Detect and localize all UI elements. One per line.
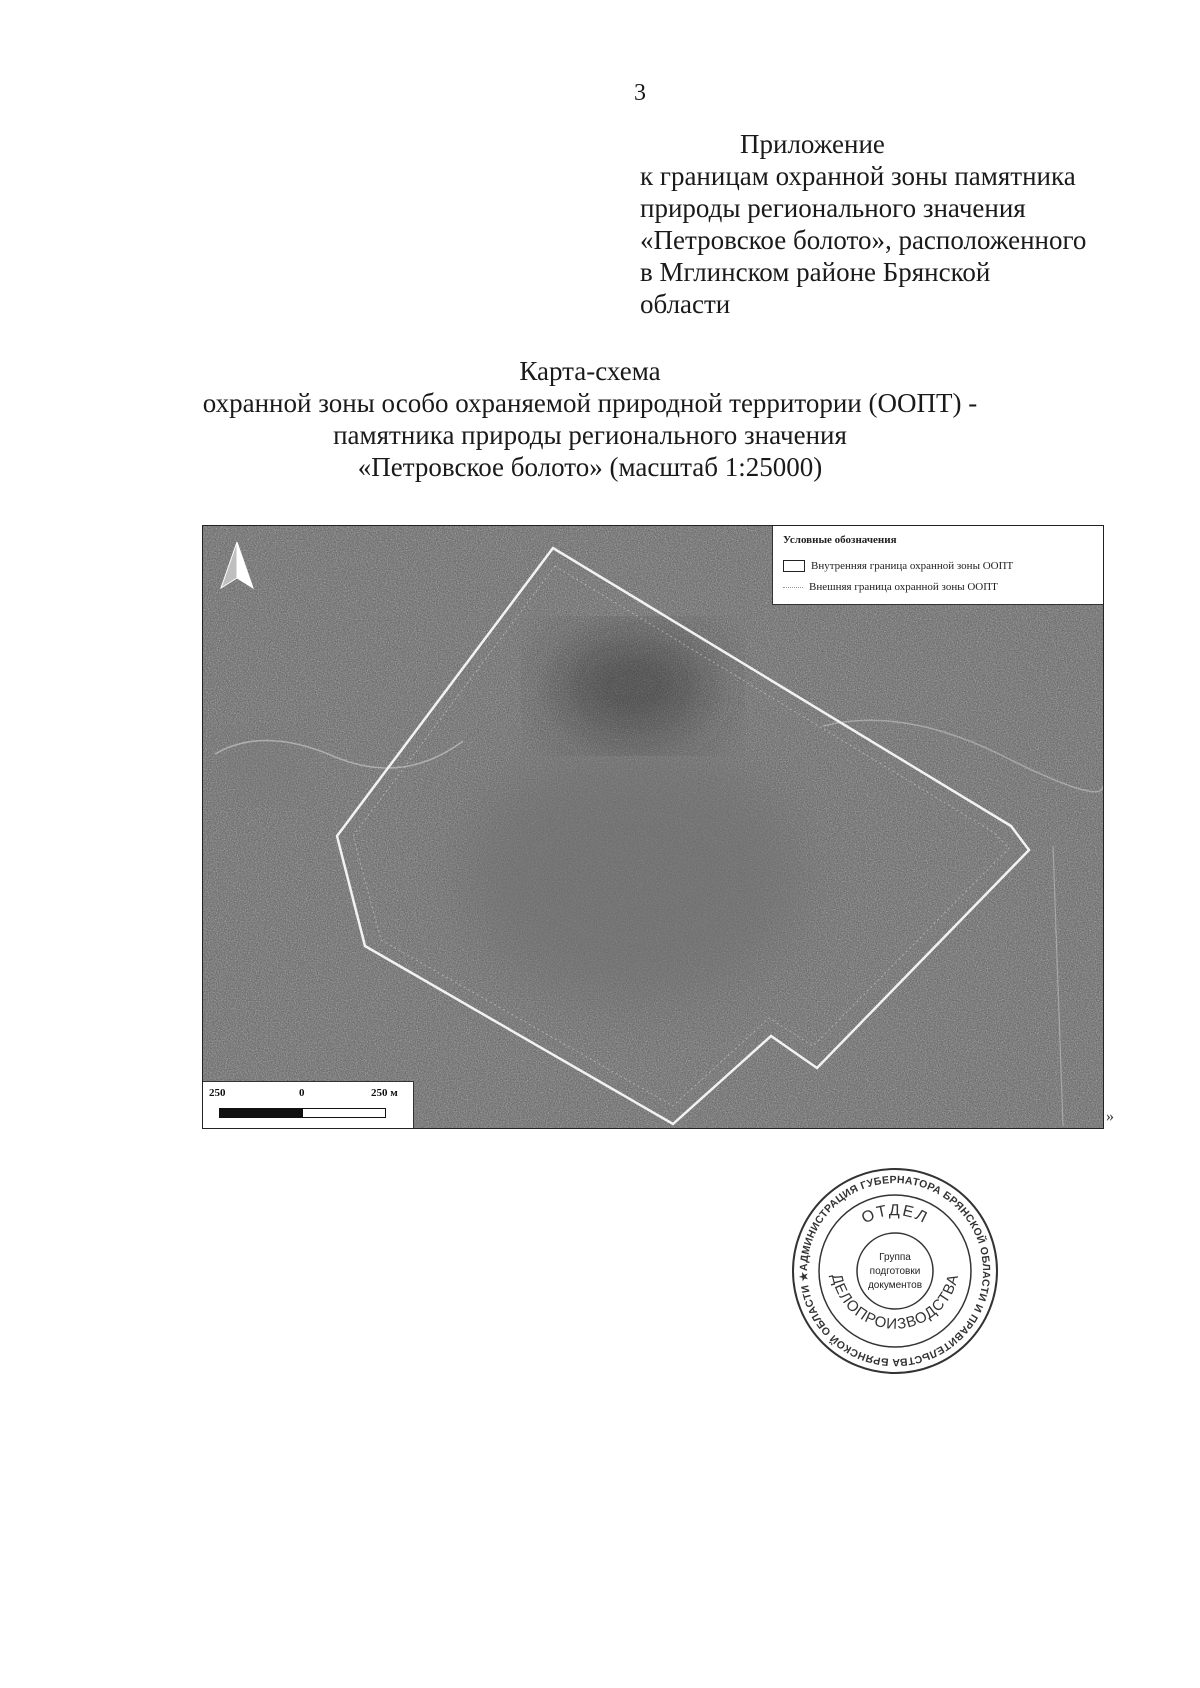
map-title-line: «Петровское болото» (масштаб 1:25000)	[357, 452, 823, 482]
appendix-line: к границам охранной зоны памятника	[640, 161, 1076, 191]
legend-item-outer	[783, 581, 998, 593]
seal-center-line: подготовки	[869, 1266, 921, 1277]
appendix-line: области	[640, 289, 731, 319]
map-title-line: Карта-схема	[519, 356, 661, 386]
map-scheme	[202, 525, 1104, 1129]
appendix-line: в Мглинском районе Брянской	[640, 257, 991, 287]
legend-item-inner	[783, 560, 1013, 572]
appendix-line: «Петровское болото», расположенного	[640, 225, 1087, 255]
map-title	[200, 355, 980, 483]
seal-center-line: Группа	[879, 1252, 911, 1263]
svg-text:ОТДЕЛ	[859, 1202, 931, 1227]
map-legend	[772, 526, 1103, 605]
seal-top-word: ОТДЕЛ	[859, 1202, 932, 1228]
map-title-line: охранной зоны особо охраняемой природной территории (ООПТ) -	[202, 388, 978, 418]
seal-center-line: документов	[867, 1280, 923, 1291]
scale-label-left: 250	[209, 1087, 226, 1099]
inner-boundary-swatch	[783, 560, 805, 572]
page-number: 3	[634, 80, 646, 106]
scale-segment-light	[302, 1108, 386, 1118]
appendix-line: Приложение	[740, 129, 885, 159]
appendix-header	[640, 128, 1160, 320]
trailing-quote-mark: »	[1106, 1108, 1114, 1125]
north-arrow-icon	[219, 540, 255, 590]
appendix-line: природы регионального значения	[640, 193, 1026, 223]
seal-ring-text: АДМИНИСТРАЦИЯ ГУБЕРНАТОРА БРЯНСКОЙ ОБЛАСТИ И ПРАВИТЕЛЬСТВА БРЯНСКОЙ ОБЛАСТИ ★	[797, 1173, 993, 1369]
legend-title: Условные обозначения	[783, 534, 897, 546]
scale-bar	[203, 1081, 414, 1128]
scale-label-right: 250 м	[371, 1087, 398, 1099]
satellite-terrain	[203, 526, 1103, 1128]
official-seal	[790, 1166, 1000, 1376]
map-title-line: памятника природы регионального значения	[333, 420, 847, 450]
scale-label-middle: 0	[299, 1087, 305, 1099]
scale-segment-dark	[219, 1108, 303, 1118]
seal-bottom-word: ДЕЛОПРОИЗВОДСТВА	[827, 1271, 963, 1333]
outer-boundary-swatch	[783, 587, 803, 588]
legend-label: Внутренняя граница охранной зоны ООПТ	[811, 560, 1014, 572]
legend-label: Внешняя граница охранной зоны ООПТ	[809, 581, 998, 593]
